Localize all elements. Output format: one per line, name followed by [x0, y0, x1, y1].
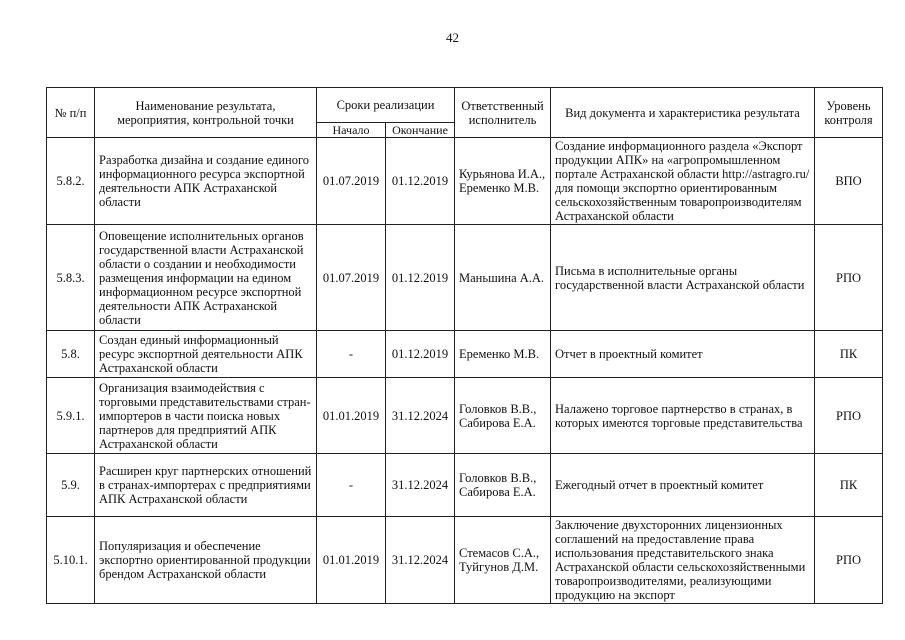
row-level: РПО — [815, 517, 883, 604]
table-row — [47, 378, 883, 454]
row-level: ПК — [815, 331, 883, 378]
header-responsible: Ответственный исполнитель — [455, 88, 551, 138]
row-doc: Ежегодный отчет в проектный комитет — [551, 454, 815, 517]
row-doc: Создание информационного раздела «Экспорт продукции АПК» на «агропромышленном портале Астраханской области http://astragro.ru/ для помощи экспортно ориентированным сельскохозяйственным товаропроизводителям Астраханской области — [551, 138, 815, 225]
row-responsible: Головков В.В., Сабирова Е.А. — [455, 378, 551, 454]
table-row — [47, 517, 883, 604]
header-doc: Вид документа и характеристика результата — [551, 88, 815, 138]
row-start: 01.07.2019 — [317, 225, 386, 331]
row-start: 01.01.2019 — [317, 378, 386, 454]
row-responsible: Маньшина А.А. — [455, 225, 551, 331]
row-name: Расширен круг партнерских отношений в странах-импортерах с предприятиями АПК Астраханской области — [95, 454, 317, 517]
table-row — [47, 331, 883, 378]
row-level: РПО — [815, 225, 883, 331]
row-name: Организация взаимодействия с торговыми представительствами стран-импортеров в части поиска новых партнеров для предприятий АПК Астраханской области — [95, 378, 317, 454]
row-level: ВПО — [815, 138, 883, 225]
row-level: РПО — [815, 378, 883, 454]
header-start: Начало — [317, 123, 386, 138]
row-num: 5.8.3. — [47, 225, 95, 331]
row-name: Создан единый информационный ресурс экспортной деятельности АПК Астраханской области — [95, 331, 317, 378]
page-number: 42 — [446, 30, 459, 45]
row-end: 01.12.2019 — [386, 331, 455, 378]
row-start: 01.07.2019 — [317, 138, 386, 225]
row-responsible: Стемасов С.А., Туйгунов Д.М. — [455, 517, 551, 604]
table-row — [47, 454, 883, 517]
header-name: Наименование результата, мероприятия, контрольной точки — [95, 88, 317, 138]
table-row — [47, 138, 883, 225]
row-name: Популяризация и обеспечение экспортно ориентированной продукции брендом Астраханской области — [95, 517, 317, 604]
row-num: 5.9.1. — [47, 378, 95, 454]
table-row — [47, 225, 883, 331]
row-doc: Письма в исполнительные органы государственной власти Астраханской области — [551, 225, 815, 331]
row-num: 5.10.1. — [47, 517, 95, 604]
row-end: 31.12.2024 — [386, 517, 455, 604]
header-num: № п/п — [47, 88, 95, 138]
row-responsible: Головков В.В., Сабирова Е.А. — [455, 454, 551, 517]
row-end: 01.12.2019 — [386, 225, 455, 331]
row-responsible: Курьянова И.А., Еременко М.В. — [455, 138, 551, 225]
implementation-plan-table — [46, 87, 883, 604]
row-end: 31.12.2024 — [386, 454, 455, 517]
row-doc: Заключение двухсторонних лицензионных соглашений на предоставление права использования представительского знака Астраханской области сельскохозяйственными товаропроизводителями, реализующими продукцию на экспорт — [551, 517, 815, 604]
header-end: Окончание — [386, 123, 455, 138]
row-doc: Отчет в проектный комитет — [551, 331, 815, 378]
row-end: 01.12.2019 — [386, 138, 455, 225]
row-name: Разработка дизайна и создание единого информационного ресурса экспортной деятельности АПК Астраханской области — [95, 138, 317, 225]
row-start: - — [317, 331, 386, 378]
row-level: ПК — [815, 454, 883, 517]
header-level: Уровень контроля — [815, 88, 883, 138]
row-name: Оповещение исполнительных органов государственной власти Астраханской области о создании и необходимости размещения информации на едином информационном ресурсе экспортной деятельности АПК Астраханской области — [95, 225, 317, 331]
row-doc: Налажено торговое партнерство в странах, в которых имеются торговые представительства — [551, 378, 815, 454]
row-num: 5.8.2. — [47, 138, 95, 225]
row-num: 5.8. — [47, 331, 95, 378]
row-responsible: Еременко М.В. — [455, 331, 551, 378]
row-end: 31.12.2024 — [386, 378, 455, 454]
row-num: 5.9. — [47, 454, 95, 517]
header-dates: Сроки реализации — [317, 88, 455, 123]
row-start: - — [317, 454, 386, 517]
row-start: 01.01.2019 — [317, 517, 386, 604]
